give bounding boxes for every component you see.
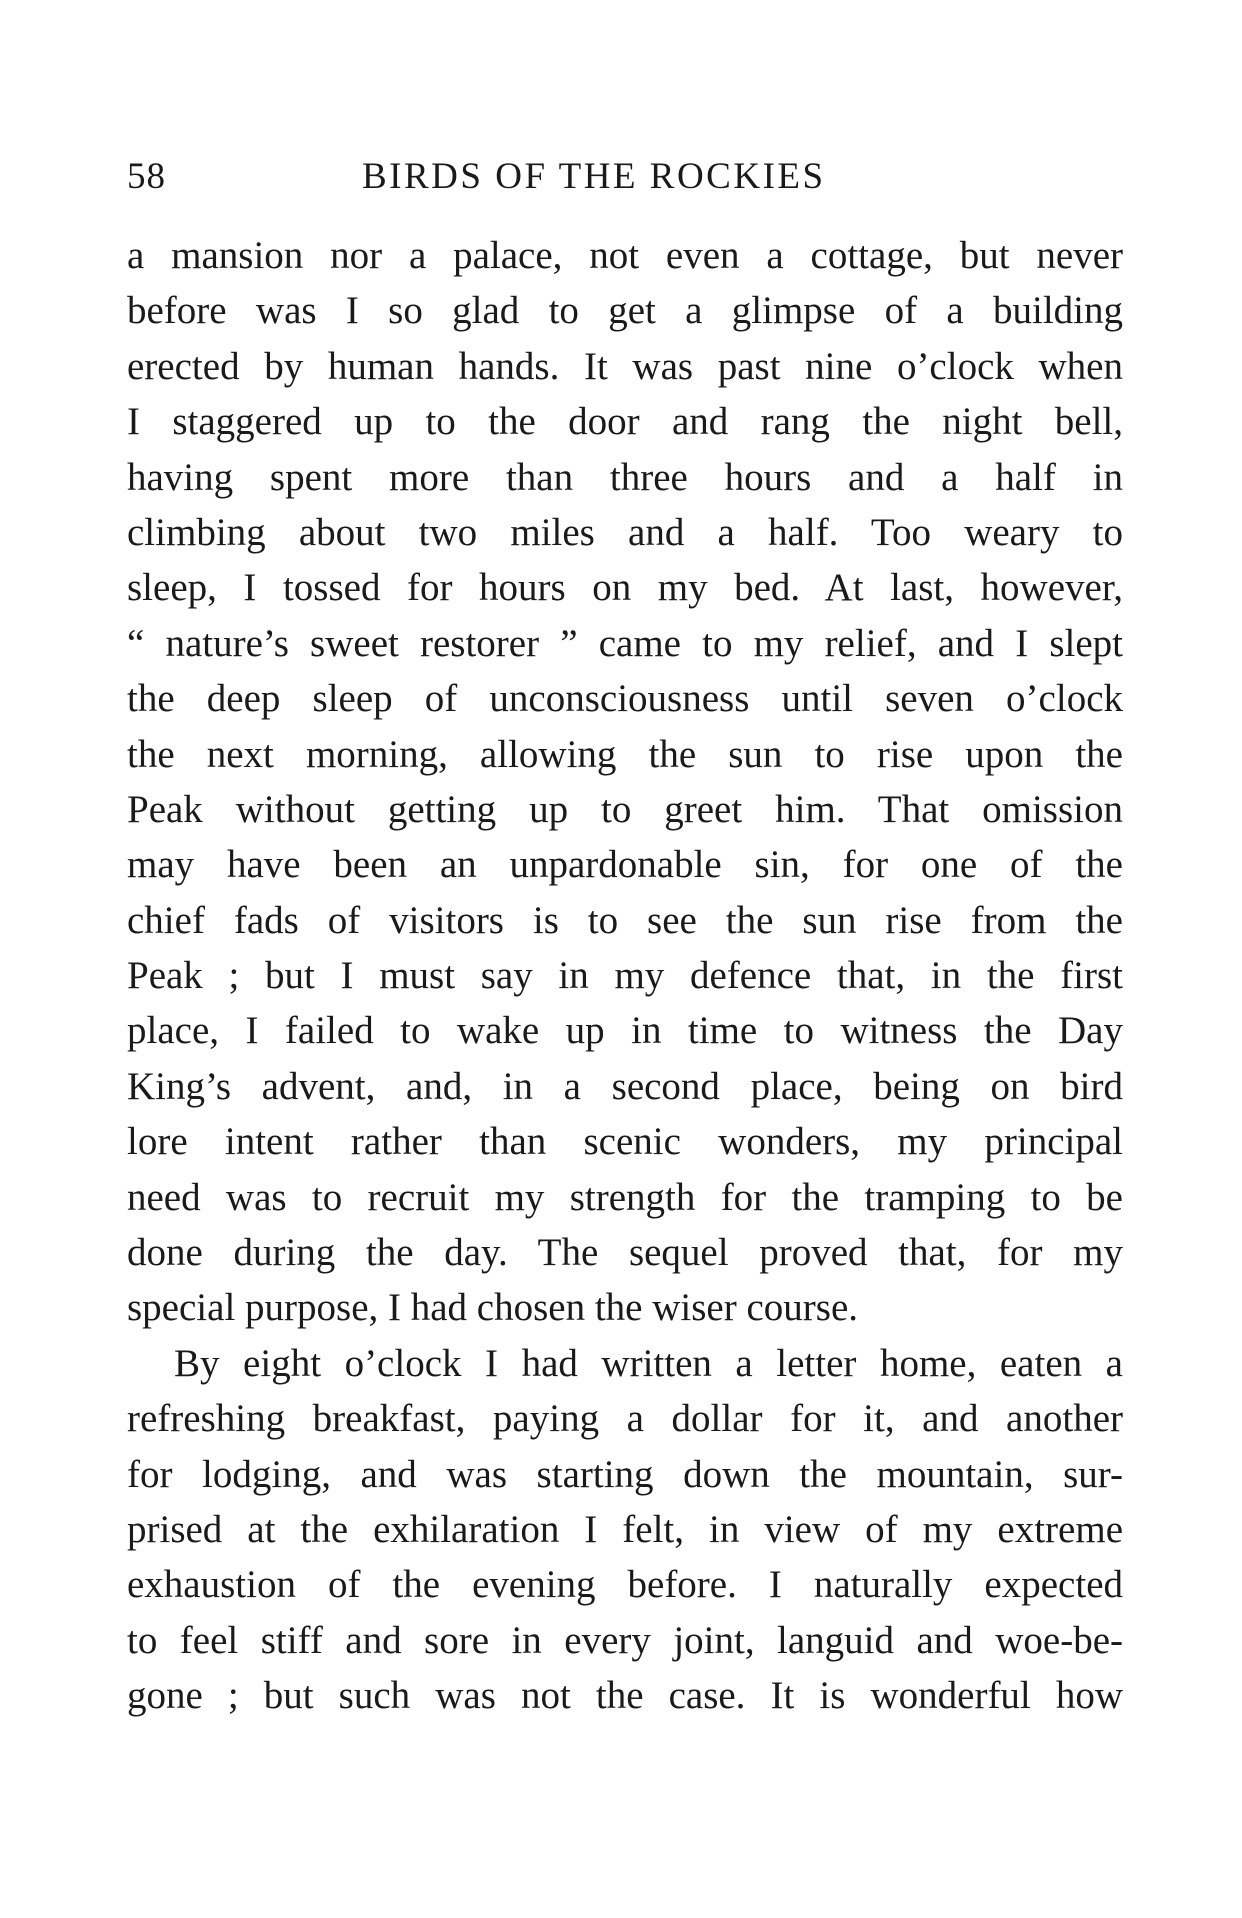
text-line: refreshing breakfast, paying a dollar for it, and another [127,1397,1123,1441]
text-line: King’s advent, and, in a second place, being on bird [127,1064,1123,1108]
text-line: prised at the exhilaration I felt, in view of my extreme [127,1507,1123,1551]
text-line: sleep, I tossed for hours on my bed. At last, however, [127,566,1123,610]
running-head [127,155,1127,205]
text-line: special purpose, I had chosen the wiser course. [127,1286,859,1330]
text-line: the next morning, allowing the sun to rise upon the [127,732,1123,776]
text-line: erected by human hands. It was past nine o’clock when [127,344,1123,388]
text-line: Peak ; but I must say in my defence that, in the first [127,954,1123,998]
page-number: 58 [127,156,166,197]
body-text [127,228,1123,1724]
text-line: may have been an unpardonable sin, for one of the [127,843,1123,887]
text-line: “ nature’s sweet restorer ” came to my relief, and I slept [127,621,1123,665]
text-line: the deep sleep of unconsciousness until seven o’clock [127,677,1123,721]
text-line: Peak without getting up to greet him. That omission [127,787,1123,831]
text-line: need was to recruit my strength for the tramping to be [127,1175,1123,1219]
text-line: exhaustion of the evening before. I naturally expected [127,1563,1123,1607]
text-line: By eight o’clock I had written a letter home, eaten a [174,1341,1123,1385]
text-line: before was I so glad to get a glimpse of a building [127,289,1123,333]
text-line: done during the day. The sequel proved that, for my [127,1231,1123,1275]
text-line: gone ; but such was not the case. It is wonderful how [127,1674,1123,1718]
text-line: for lodging, and was starting down the mountain, sur- [127,1452,1123,1496]
text-line: place, I failed to wake up in time to witness the Day [127,1009,1123,1053]
text-line: lore intent rather than scenic wonders, my principal [127,1120,1123,1164]
text-line: I staggered up to the door and rang the night bell, [127,400,1123,444]
paragraph-1 [127,228,1123,1336]
running-title: BIRDS OF THE ROCKIES [362,156,826,197]
text-line: to feel stiff and sore in every joint, languid and woe-be- [127,1618,1123,1662]
text-line: chief fads of visitors is to see the sun rise from the [127,898,1123,942]
paragraph-2 [127,1336,1123,1724]
text-line: a mansion nor a palace, not even a cottage, but never [127,234,1123,277]
text-line: climbing about two miles and a half. Too weary to [127,510,1123,554]
text-line: having spent more than three hours and a half in [127,455,1123,499]
